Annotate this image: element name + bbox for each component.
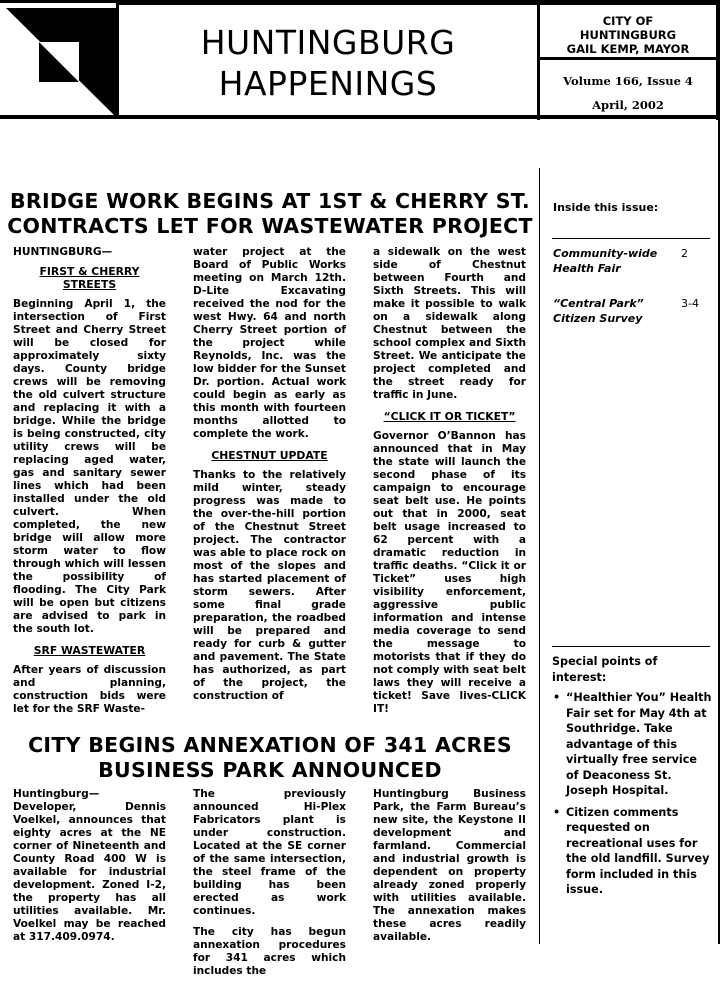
issue-date: April, 2002: [592, 98, 664, 112]
mayor-line: GAIL KEMP, MAYOR: [566, 42, 690, 56]
special-points-list: [552, 690, 712, 904]
logo-square-icon: [0, 3, 118, 117]
city-info: [540, 14, 716, 56]
paragraph: water project at the Board of Public Works meeting on March 12th. D-Lite Excavating received the nod for the west Hwy. 64 and north Cherry Street portion of the project while Reynolds, Inc. was the low bidder for the Sunset Dr. portion. Actual work could begin as early as this month with fourteen months allotted to complete the work.: [193, 246, 346, 440]
subheading: FIRST & CHERRY STREETS: [39, 265, 140, 291]
info-box-divider: [537, 57, 720, 60]
sidebar-border: [539, 168, 540, 944]
paragraph: Governor O’Bannon has announced that in May the state will launch the second phase of its campaign to encourage seat belt use. He points out that in 2000, seat belt usage increased to 62 percent with a dramatic reduction in traffic deaths. “Click it or Ticket” uses high visibility enforcement, aggressive public information and intense media coverage to send the message to motorists that if they do not comply with seat belt laws they will receive a ticket! Save lives-CLICK IT!: [373, 430, 526, 715]
article-headline: [0, 733, 540, 783]
paragraph: Huntingburg— Developer, Dennis Voelkel, announces that eighty acres at the NE corner of Nineteenth and County Road 400 W is available for industrial development. Zoned I-2, the property has all utilities available. Mr. Voelkel may be reached at 317.409.0974.: [13, 788, 166, 943]
article-column: [193, 788, 346, 986]
toc-divider: [552, 238, 710, 239]
paragraph: a sidewalk on the west side of Chestnut between Fourth and Sixth Streets. This will make it possible to walk on a sidewalk along Chestnut between the school complex and Sixth Street. We anticipate the project completed and the street ready for traffic in June.: [373, 246, 526, 401]
city-line: HUNTINGBURG: [579, 28, 677, 42]
volume-issue: Volume 166, Issue 4: [563, 74, 693, 88]
paragraph: After years of discussion and planning, construction bids were let for the SRF Waste-: [13, 664, 166, 715]
article-column: [373, 246, 526, 724]
toc-item-label[interactable]: Community-wide Health Fair: [553, 247, 658, 275]
bullet-icon: •: [553, 691, 561, 704]
paragraph: Beginning April 1, the intersection of First Street and Cherry Street will be closed for approximately sixty days. County bridge crews will be removing the old culvert structure and replacing it with a bridge. While the bridge is being constructed, city utility crews will be replacing aged water, gas and sanitary sewer lines which had been installed under the old culvert. When completed, the new bridge will allow more storm water to flow through which will lessen the possibility of flooding. The City Park will be open but citizens are advised to park in the south lot.: [13, 298, 166, 635]
special-points-title: Special points of interest:: [552, 655, 658, 684]
headline-line: BUSINESS PARK ANNOUNCED: [98, 758, 442, 782]
title-line-1: HUNTINGBURG: [200, 23, 456, 62]
article-column: [193, 246, 346, 711]
bullet-text: Citizen comments requested on recreational uses for the old landfill. Survey form included in this issue.: [566, 805, 710, 896]
subheading: SRF WASTEWATER: [33, 644, 146, 657]
masthead-bottom-rule: [0, 115, 720, 119]
toc-title: Inside this issue:: [553, 201, 659, 214]
article-column: [13, 246, 166, 724]
bullet-icon: •: [553, 805, 561, 819]
bullet-text: “Healthier You” Health Fair set for May 4th at Southridge. Take advantage of this virtually free service of Deaconess St. Joseph Hospital.: [566, 691, 712, 797]
headline-line: CONTRACTS LET FOR WASTEWATER PROJECT: [7, 214, 533, 238]
subheading: “CLICK IT OR TICKET”: [383, 410, 516, 423]
toc-item-page: 2: [681, 247, 688, 260]
title-line-2: HAPPENINGS: [218, 64, 438, 103]
headline-line: BRIDGE WORK BEGINS AT 1ST & CHERRY ST.: [9, 189, 531, 213]
info-box-border: [716, 3, 720, 120]
paragraph: Huntingburg Business Park, the Farm Bureau’s new site, the Keystone II development and farmland. Commercial and industrial growth is dependent on property already zoned properly with utilities available. The annexation makes these acres readily available.: [373, 788, 526, 943]
paragraph: The previously announced Hi-Plex Fabricators plant is under construction. Located at the SE corner of the same intersection, the steel frame of the building has been erected as work continues.: [193, 788, 346, 917]
list-item: [552, 805, 712, 898]
headline-line: CITY BEGINS ANNEXATION OF 341 ACRES: [28, 733, 512, 757]
subheading: CHESTNUT UPDATE: [211, 449, 328, 462]
toc-item-page: 3-4: [681, 297, 699, 310]
paragraph: The city has begun annexation procedures for 341 acres which includes the: [193, 926, 346, 977]
newsletter-title: [119, 22, 537, 104]
city-line: CITY OF: [602, 14, 654, 28]
paragraph: Thanks to the relatively mild winter, steady progress was made to the over-the-hill portion of the Chestnut Street project. The contractor was able to place rock on most of the slopes and has started placement of storm sewers. After some final grade preparation, the roadbed will be prepared and ready for curb & gutter and pavement. The State has authorized, as part of the project, the construction of: [193, 469, 346, 702]
toc-item-label[interactable]: “Central Park” Citizen Survey: [553, 297, 644, 325]
dateline: HUNTINGBURG—: [13, 246, 113, 258]
article-column: [13, 788, 166, 952]
article-headline: [0, 189, 540, 239]
article-column: [373, 788, 526, 952]
special-divider: [552, 646, 710, 647]
city-logo: [0, 3, 118, 117]
list-item: [552, 690, 712, 799]
